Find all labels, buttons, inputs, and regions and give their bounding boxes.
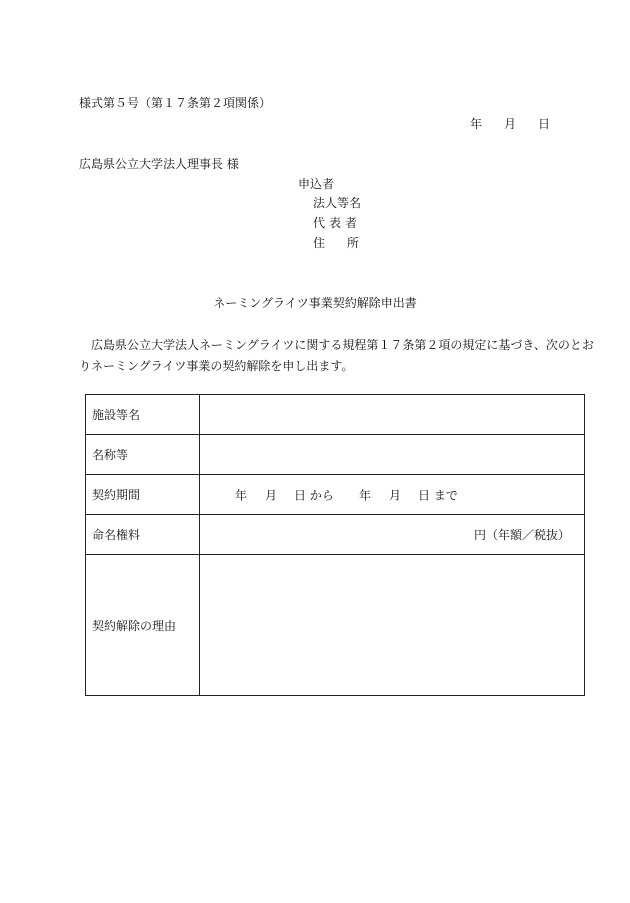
name-value[interactable] [200, 435, 585, 475]
form-number: 様式第５号（第１７条第２項関係） [79, 96, 272, 110]
period-day-from: 日 から [294, 488, 334, 502]
address-label [313, 237, 359, 249]
period-year-2: 年 [359, 488, 372, 502]
period-value[interactable] [200, 475, 585, 515]
body-text [79, 335, 599, 377]
reason-value[interactable] [200, 555, 585, 696]
date-year: 年 [470, 117, 483, 131]
period-month-2: 月 [389, 488, 402, 502]
corp-name-label: 法人等名 [313, 196, 362, 210]
table-row-period [86, 475, 585, 515]
fee-label: 命名権料 [86, 515, 200, 555]
body-line-2: りネーミングライツ事業の契約解除を申し出ます。 [79, 359, 354, 373]
addressee: 広島県公立大学法人理事長 様 [79, 157, 239, 171]
representative-label: 代表者 [313, 216, 362, 230]
date-line [470, 118, 550, 130]
address-label-b: 所 [347, 236, 360, 250]
applicant-heading: 申込者 [298, 177, 335, 191]
date-day: 日 [538, 117, 551, 131]
table-row-fee [86, 515, 585, 555]
facility-value[interactable] [200, 395, 585, 435]
facility-label: 施設等名 [86, 395, 200, 435]
period-year-1: 年 [235, 488, 248, 502]
period-day-until: 日 まで [418, 488, 458, 502]
table-row-name [86, 435, 585, 475]
reason-label: 契約解除の理由 [86, 555, 200, 696]
address-label-a: 住 [313, 236, 326, 250]
table-row-reason [86, 555, 585, 696]
table-row-facility [86, 395, 585, 435]
details-table [85, 394, 585, 696]
body-line-1: 広島県公立大学法人ネーミングライツに関する規程第１７条第２項の規定に基づき、次のとお [91, 338, 594, 352]
name-label: 名称等 [86, 435, 200, 475]
date-month: 月 [504, 117, 517, 131]
document-title: ネーミングライツ事業契約解除申出書 [213, 296, 417, 310]
fee-value[interactable] [200, 515, 585, 555]
period-month-1: 月 [265, 488, 278, 502]
fee-suffix: 円（年額／税抜） [473, 528, 570, 542]
period-label: 契約期間 [86, 475, 200, 515]
